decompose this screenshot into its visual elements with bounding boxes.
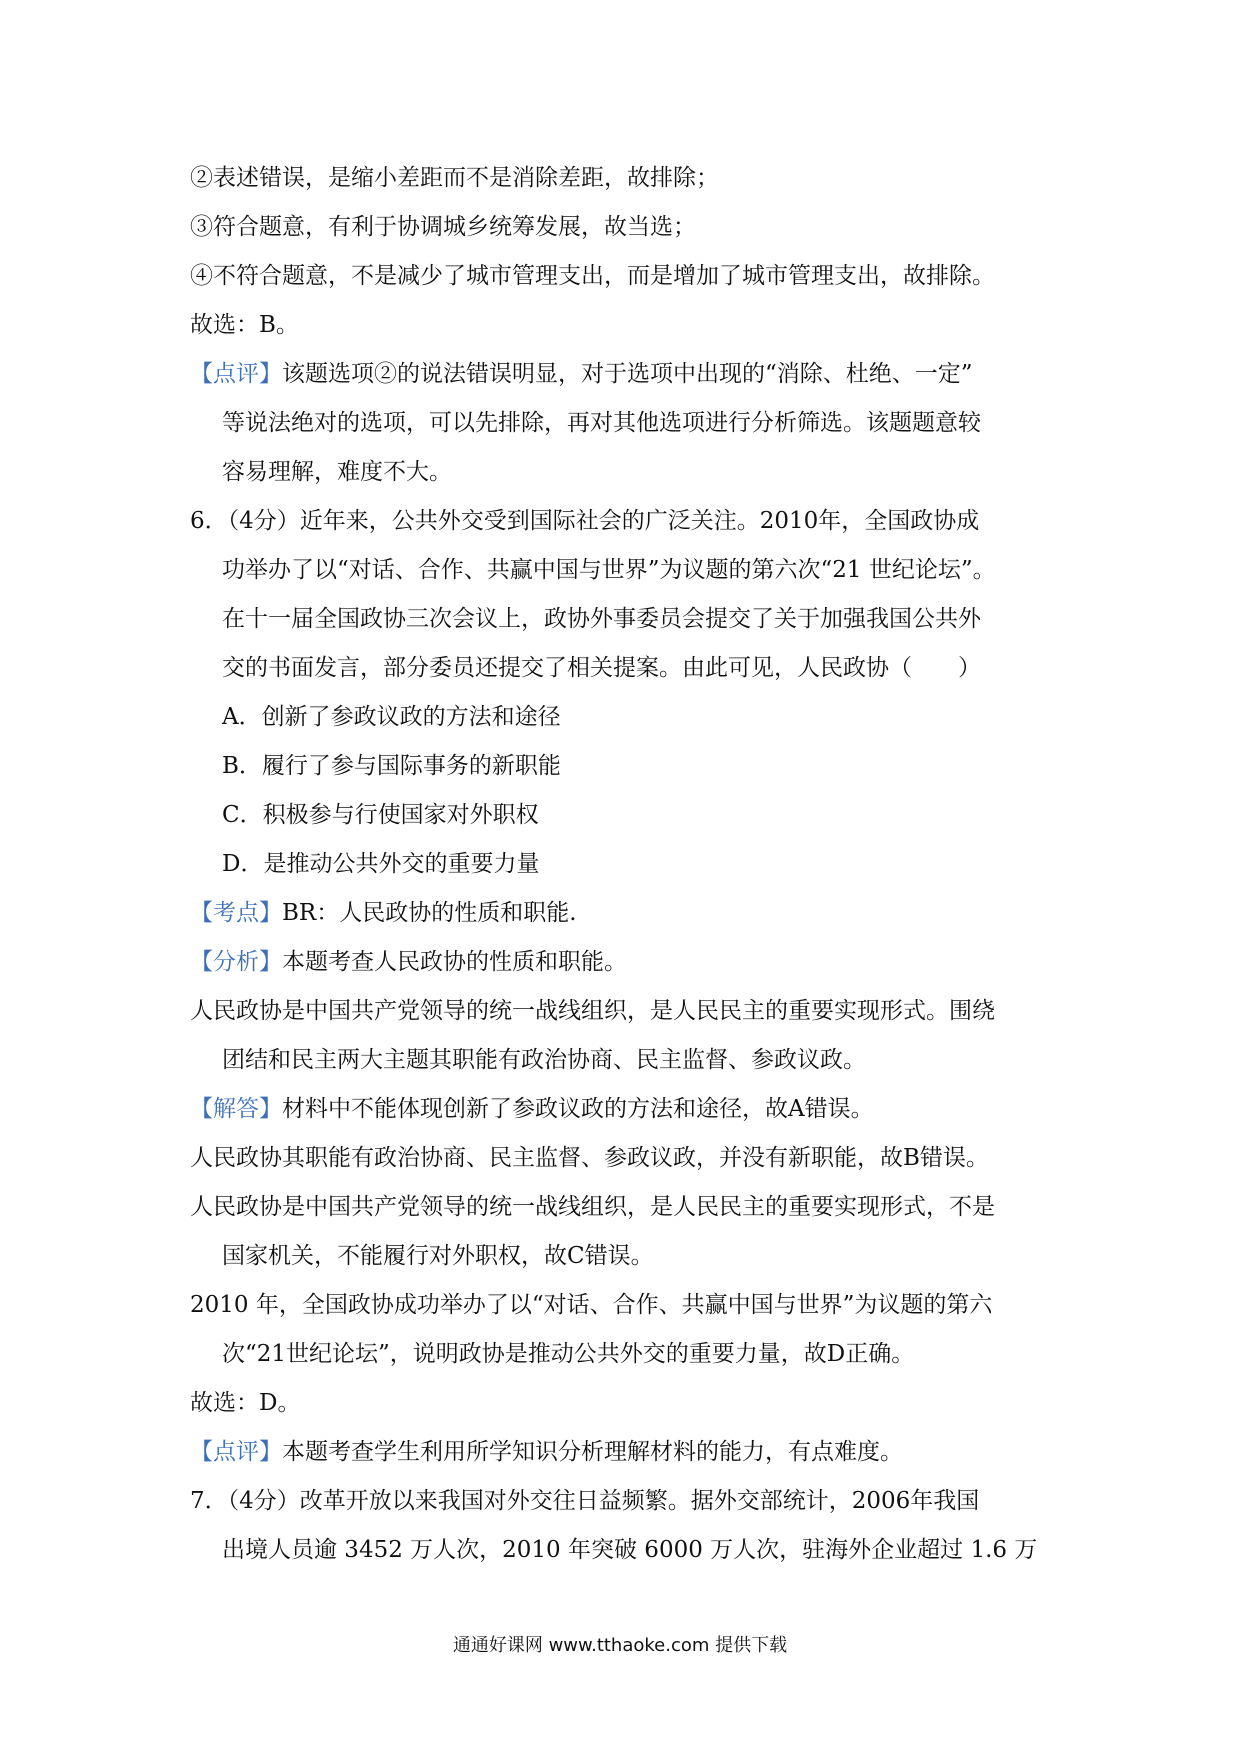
text-line: 人民政协其职能有政治协商、民主监督、参政议政，并没有新职能，故B错误。 [190, 1145, 989, 1171]
text-line: 团结和民主两大主题其职能有政治协商、民主监督、参政议政。 [222, 1047, 866, 1073]
text-line: ④不符合题意，不是减少了城市管理支出，而是增加了城市管理支出，故排除。 [190, 263, 995, 289]
text-line: 人民政协是中国共产党领导的统一战线组织，是人民民主的重要实现形式，不是 [190, 1194, 995, 1220]
text-line: 本题考查学生利用所学知识分析理解材料的能力，有点难度。 [282, 1439, 903, 1465]
page-footer: 通通好课网 www.tthaoke.com 提供下载 [452, 1635, 788, 1656]
option-b: B．履行了参与国际事务的新职能 [222, 753, 561, 779]
text-line: 在十一届全国政协三次会议上，政协外事委员会提交了关于加强我国公共外 [222, 606, 981, 632]
option-c: C．积极参与行使国家对外职权 [222, 802, 539, 828]
section-tag: 【考点】 [190, 900, 282, 926]
text-line: 交的书面发言，部分委员还提交了相关提案。由此可见，人民政协（ ） [222, 655, 981, 681]
text-line: 功举办了以“对话、合作、共赢中国与世界”为议题的第六次“21 世纪论坛”。 [222, 557, 996, 583]
document-body [190, 154, 1070, 1575]
option-a: A．创新了参政议政的方法和途径 [222, 704, 561, 730]
section-tag: 【解答】 [190, 1096, 282, 1122]
text-line: ②表述错误，是缩小差距而不是消除差距，故排除； [190, 165, 719, 191]
text-line: 该题选项②的说法错误明显，对于选项中出现的“消除、杜绝、一定” [282, 361, 973, 387]
text-line: 人民政协是中国共产党领导的统一战线组织，是人民民主的重要实现形式。围绕 [190, 998, 995, 1024]
comment-line [190, 350, 1070, 399]
text-line: 2010 年，全国政协成功举办了以“对话、合作、共赢中国与世界”为议题的第六 [190, 1292, 993, 1318]
section-tag: 【分析】 [190, 949, 282, 975]
section-tag: 【点评】 [190, 361, 282, 387]
text-line: 本题考查人民政协的性质和职能。 [282, 949, 627, 975]
comment-line [190, 1428, 1070, 1477]
kaodian-line [190, 889, 1070, 938]
fenxi-line [190, 938, 1070, 987]
option-d: D．是推动公共外交的重要力量 [222, 851, 540, 877]
text-line: 故选：B。 [190, 312, 299, 338]
text-line: BR：人民政协的性质和职能. [282, 900, 577, 926]
question-line: 7．（4分）改革开放以来我国对外交往日益频繁。据外交部统计，2006年我国 [190, 1488, 980, 1514]
jieda-line [190, 1085, 1070, 1134]
question-line: 6．（4分）近年来，公共外交受到国际社会的广泛关注。2010年，全国政协成 [190, 508, 980, 534]
text-line: 出境人员逾 3452 万人次，2010 年突破 6000 万人次，驻海外企业超过 1.6 万 [222, 1537, 1038, 1563]
text-line: 故选：D。 [190, 1390, 301, 1416]
text-line: 国家机关，不能履行对外职权，故C错误。 [222, 1243, 654, 1269]
section-tag: 【点评】 [190, 1439, 282, 1465]
text-line: 等说法绝对的选项，可以先排除，再对其他选项进行分析筛选。该题题意较 [222, 410, 981, 436]
text-line: 容易理解，难度不大。 [222, 459, 452, 485]
text-line: ③符合题意，有利于协调城乡统筹发展，故当选； [190, 214, 696, 240]
text-line: 次“21世纪论坛”，说明政协是推动公共外交的重要力量，故D正确。 [222, 1341, 915, 1367]
text-line: 材料中不能体现创新了参政议政的方法和途径，故A错误。 [282, 1096, 874, 1122]
